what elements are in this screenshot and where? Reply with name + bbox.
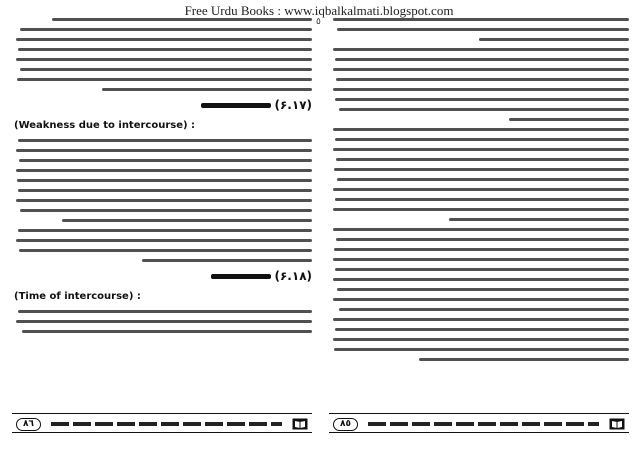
text-line [333, 148, 629, 151]
heading-text [211, 274, 271, 279]
text-line [337, 28, 629, 31]
text-line [18, 229, 312, 232]
text-line [336, 78, 629, 81]
text-line [333, 318, 629, 321]
text-line [333, 128, 629, 131]
text-line [142, 259, 312, 262]
text-line [19, 159, 312, 162]
running-title [51, 422, 282, 426]
text-line [62, 219, 312, 222]
text-line [333, 258, 629, 261]
text-line [336, 238, 629, 241]
text-line [334, 348, 629, 351]
page-number: ٨٥ [333, 418, 358, 431]
text-line [335, 268, 629, 271]
text-line [16, 169, 312, 172]
text-line [333, 88, 629, 91]
section-number: (۶.۱۷) [274, 98, 312, 112]
text-line [334, 248, 629, 251]
text-line [19, 249, 312, 252]
right-page [329, 14, 629, 439]
text-line [18, 310, 312, 313]
section-heading [12, 269, 312, 283]
text-line [16, 320, 312, 323]
text-line [16, 58, 312, 61]
text-line [419, 358, 629, 361]
page-footer [12, 413, 312, 433]
text-line [20, 28, 312, 31]
top-page-mark: ٥ [316, 17, 321, 27]
text-line [333, 338, 629, 341]
running-title [368, 422, 599, 426]
text-line [339, 108, 629, 111]
text-line [102, 88, 312, 91]
text-line [18, 48, 312, 51]
left-page-body [12, 18, 312, 405]
text-line [333, 278, 629, 281]
heading-text [201, 103, 271, 108]
text-line [339, 308, 629, 311]
text-line [333, 68, 629, 71]
text-line [337, 178, 629, 181]
left-page [12, 14, 312, 439]
text-line [335, 98, 629, 101]
text-line [509, 118, 629, 121]
text-line [335, 138, 629, 141]
page-footer [329, 413, 629, 433]
text-line [17, 179, 312, 182]
text-line [18, 189, 312, 192]
page-number: ٨٦ [16, 418, 41, 431]
text-line [20, 209, 312, 212]
english-subheading: (Time of intercourse) : [14, 291, 141, 302]
book-icon [292, 418, 308, 430]
section-heading [12, 98, 312, 112]
text-line [336, 158, 629, 161]
text-line [334, 168, 629, 171]
section-number: (۶.۱۸) [274, 269, 312, 283]
text-line [449, 218, 629, 221]
text-line [333, 188, 629, 191]
text-line [335, 58, 629, 61]
site-watermark: Free Urdu Books : www.iqbalkalmati.blogspot.com [184, 3, 454, 18]
book-icon [609, 418, 625, 430]
text-line [333, 298, 629, 301]
text-line [16, 38, 312, 41]
text-line [16, 199, 312, 202]
right-page-body [329, 18, 629, 405]
text-line [16, 149, 312, 152]
text-line [333, 48, 629, 51]
text-line [333, 228, 629, 231]
text-line [337, 288, 629, 291]
english-subheading: (Weakness due to intercourse) : [14, 120, 196, 131]
text-line [18, 139, 312, 142]
text-line [17, 78, 312, 81]
text-line [16, 239, 312, 242]
text-line [20, 68, 312, 71]
text-line [335, 198, 629, 201]
text-line [22, 330, 312, 333]
text-line [479, 38, 629, 41]
text-line [333, 208, 629, 211]
text-line [335, 328, 629, 331]
